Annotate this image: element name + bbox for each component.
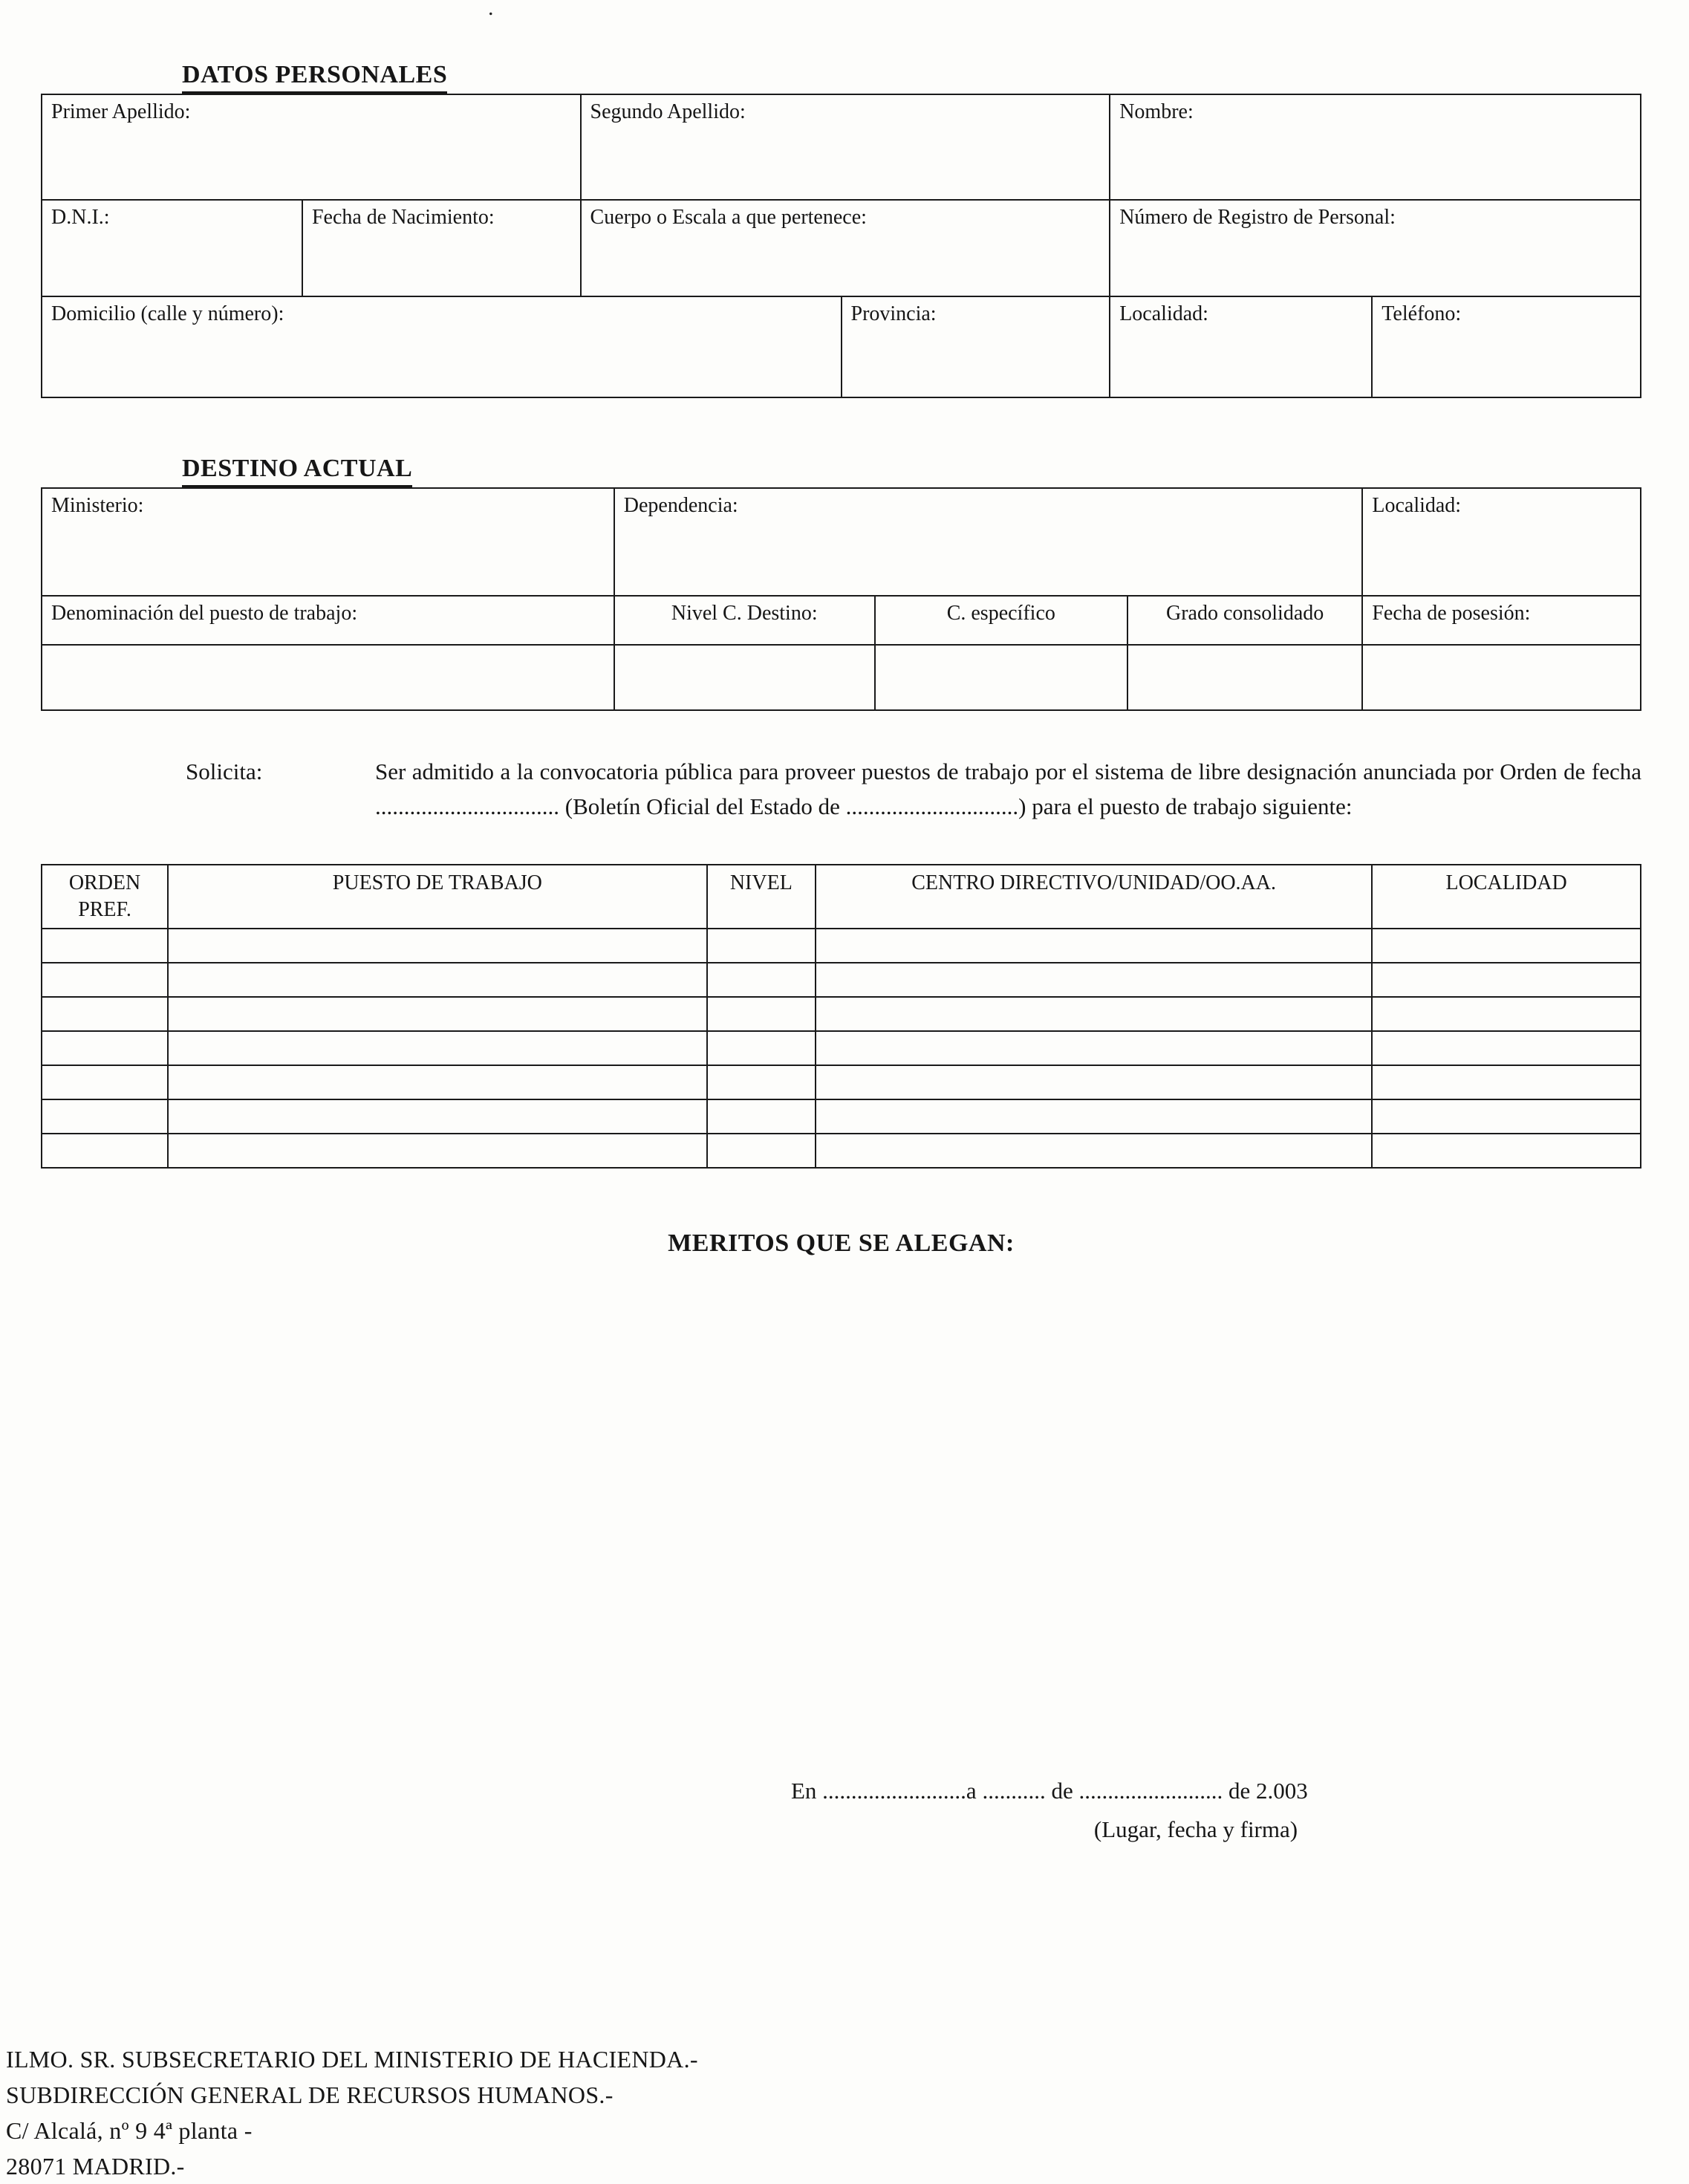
puestos-empty-cell <box>1372 1134 1641 1168</box>
col-header-orden-pref: ORDEN PREF. <box>42 865 168 929</box>
field-denominacion-puesto <box>42 596 614 645</box>
field-label: Fecha de Nacimiento: <box>311 206 495 229</box>
field-label: Domicilio (calle y número): <box>51 302 284 325</box>
field-nivel-c-destino <box>614 596 875 645</box>
field-label: Denominación del puesto de trabajo: <box>51 602 358 625</box>
puestos-empty-cell <box>168 963 707 997</box>
signature-caption: (Lugar, fecha y firma) <box>1093 1816 1298 1842</box>
field-fecha-posesion <box>1362 596 1641 645</box>
puestos-empty-cell <box>1372 1099 1641 1134</box>
puestos-empty-cell <box>168 1031 707 1065</box>
puestos-empty-cell <box>816 1134 1372 1168</box>
puestos-header-row <box>42 865 1641 929</box>
signature-date-line: En .........................a ........... de ......................... de 2.003 <box>791 1778 1308 1804</box>
datos-personales-table-row3 <box>41 296 1641 398</box>
field-label: C. específico <box>946 602 1055 625</box>
field-label: Grado consolidado <box>1165 602 1324 625</box>
table-row-empty <box>42 645 1641 710</box>
datos-personales-table-row2 <box>41 199 1641 297</box>
field-fecha-nacimiento <box>302 200 581 296</box>
section-title-datos-personales <box>182 61 1641 94</box>
puestos-empty-cell <box>707 997 816 1031</box>
puestos-empty-cell <box>816 1099 1372 1134</box>
puestos-table-body <box>42 929 1641 1168</box>
meritos-heading: MERITOS QUE SE ALEGAN: <box>668 1229 1015 1257</box>
section-title-text: DATOS PERSONALES <box>182 61 447 94</box>
puestos-empty-cell <box>707 1031 816 1065</box>
field-label: Provincia: <box>850 302 937 325</box>
field-numero-registro <box>1110 200 1641 296</box>
table-row <box>42 296 1641 397</box>
puestos-empty-cell <box>707 929 816 963</box>
puestos-empty-cell <box>42 1099 168 1134</box>
table-row <box>42 596 1641 645</box>
puestos-empty-cell <box>168 929 707 963</box>
puestos-empty-cell <box>1372 929 1641 963</box>
field-label: Localidad: <box>1372 494 1462 517</box>
solicita-label: Solicita: <box>186 758 263 784</box>
puestos-empty-cell <box>1372 963 1641 997</box>
field-label: Nivel C. Destino: <box>671 602 818 625</box>
puestos-empty-cell <box>816 1031 1372 1065</box>
puestos-empty-row <box>42 929 1641 963</box>
field-label: Nombre: <box>1119 100 1194 123</box>
empty-cell <box>614 645 875 710</box>
solicita-text: Ser admitido a la convocatoria pública para proveer puestos de trabajo por el sistema de libre designación anunciada por Orden de fecha ................................ (Boletín Oficial del Estado de ..............................) para el puesto de trabajo siguiente: <box>375 758 1641 819</box>
col-header-nivel: NIVEL <box>707 865 816 929</box>
puestos-empty-cell <box>816 929 1372 963</box>
section-title-text: DESTINO ACTUAL <box>182 455 412 487</box>
field-c-especifico <box>875 596 1127 645</box>
field-localidad <box>1110 296 1372 397</box>
field-grado-consolidado <box>1127 596 1362 645</box>
puestos-table <box>41 864 1641 1169</box>
puestos-empty-cell <box>1372 1031 1641 1065</box>
signature-block <box>791 1775 1601 1846</box>
puestos-empty-cell <box>707 1134 816 1168</box>
puestos-empty-row <box>42 1065 1641 1099</box>
field-label: D.N.I.: <box>51 206 110 229</box>
field-provincia <box>842 296 1110 397</box>
puestos-empty-row <box>42 1031 1641 1065</box>
puestos-empty-cell <box>707 1065 816 1099</box>
puestos-empty-cell <box>168 1099 707 1134</box>
puestos-empty-cell <box>168 1065 707 1099</box>
field-label: Segundo Apellido: <box>590 100 746 123</box>
field-label: Fecha de posesión: <box>1372 602 1531 625</box>
table-row <box>42 94 1641 200</box>
field-label: Cuerpo o Escala a que pertenece: <box>590 206 867 229</box>
field-ministerio <box>42 488 614 596</box>
footer-addressee-line: ILMO. SR. SUBSECRETARIO DEL MINISTERIO DE HACIENDA.- <box>6 2046 698 2073</box>
col-header-localidad: LOCALIDAD <box>1372 865 1641 929</box>
puestos-empty-cell <box>707 1099 816 1134</box>
field-localidad-destino <box>1362 488 1641 596</box>
puestos-empty-cell <box>42 1065 168 1099</box>
field-cuerpo-escala <box>581 200 1110 296</box>
empty-cell <box>875 645 1127 710</box>
scan-artifact-dot: . <box>488 0 494 20</box>
footer-city-line: 28071 MADRID.- <box>6 2153 185 2180</box>
puestos-empty-cell <box>42 1031 168 1065</box>
datos-personales-table-row1 <box>41 94 1641 201</box>
field-label: Localidad: <box>1119 302 1208 325</box>
field-label: Dependencia: <box>623 494 738 517</box>
puestos-empty-cell <box>168 997 707 1031</box>
puestos-empty-cell <box>1372 997 1641 1031</box>
empty-cell <box>1127 645 1362 710</box>
puestos-empty-cell <box>707 963 816 997</box>
field-telefono <box>1372 296 1641 397</box>
puestos-empty-cell <box>42 997 168 1031</box>
solicita-block <box>186 754 1641 824</box>
field-primer-apellido <box>42 94 581 200</box>
footer-department-line: SUBDIRECCIÓN GENERAL DE RECURSOS HUMANOS.- <box>6 2081 614 2108</box>
destino-actual-table-row1 <box>41 487 1641 597</box>
field-label: Teléfono: <box>1382 302 1462 325</box>
puestos-empty-cell <box>168 1134 707 1168</box>
field-nombre <box>1110 94 1641 200</box>
empty-cell <box>42 645 614 710</box>
puestos-empty-cell <box>816 997 1372 1031</box>
field-label: Número de Registro de Personal: <box>1119 206 1396 229</box>
field-label: Ministerio: <box>51 494 144 517</box>
field-label: Primer Apellido: <box>51 100 191 123</box>
empty-cell <box>1362 645 1641 710</box>
puestos-empty-row <box>42 1099 1641 1134</box>
destino-actual-table-row2 <box>41 595 1641 711</box>
col-header-centro-directivo: CENTRO DIRECTIVO/UNIDAD/OO.AA. <box>816 865 1372 929</box>
puestos-empty-cell <box>42 929 168 963</box>
table-row <box>42 488 1641 596</box>
section-title-destino-actual <box>182 455 1641 487</box>
puestos-empty-row <box>42 997 1641 1031</box>
field-dependencia <box>614 488 1363 596</box>
puestos-empty-row <box>42 963 1641 997</box>
puestos-empty-row <box>42 1134 1641 1168</box>
field-domicilio <box>42 296 842 397</box>
field-dni <box>42 200 302 296</box>
field-segundo-apellido <box>581 94 1110 200</box>
puestos-empty-cell <box>1372 1065 1641 1099</box>
footer-address-block <box>6 2041 698 2184</box>
puestos-empty-cell <box>816 963 1372 997</box>
puestos-empty-cell <box>42 963 168 997</box>
footer-street-line: C/ Alcalá, nº 9 4ª planta - <box>6 2117 253 2144</box>
puestos-empty-cell <box>816 1065 1372 1099</box>
col-header-puesto-trabajo: PUESTO DE TRABAJO <box>168 865 707 929</box>
table-row <box>42 200 1641 296</box>
puestos-empty-cell <box>42 1134 168 1168</box>
